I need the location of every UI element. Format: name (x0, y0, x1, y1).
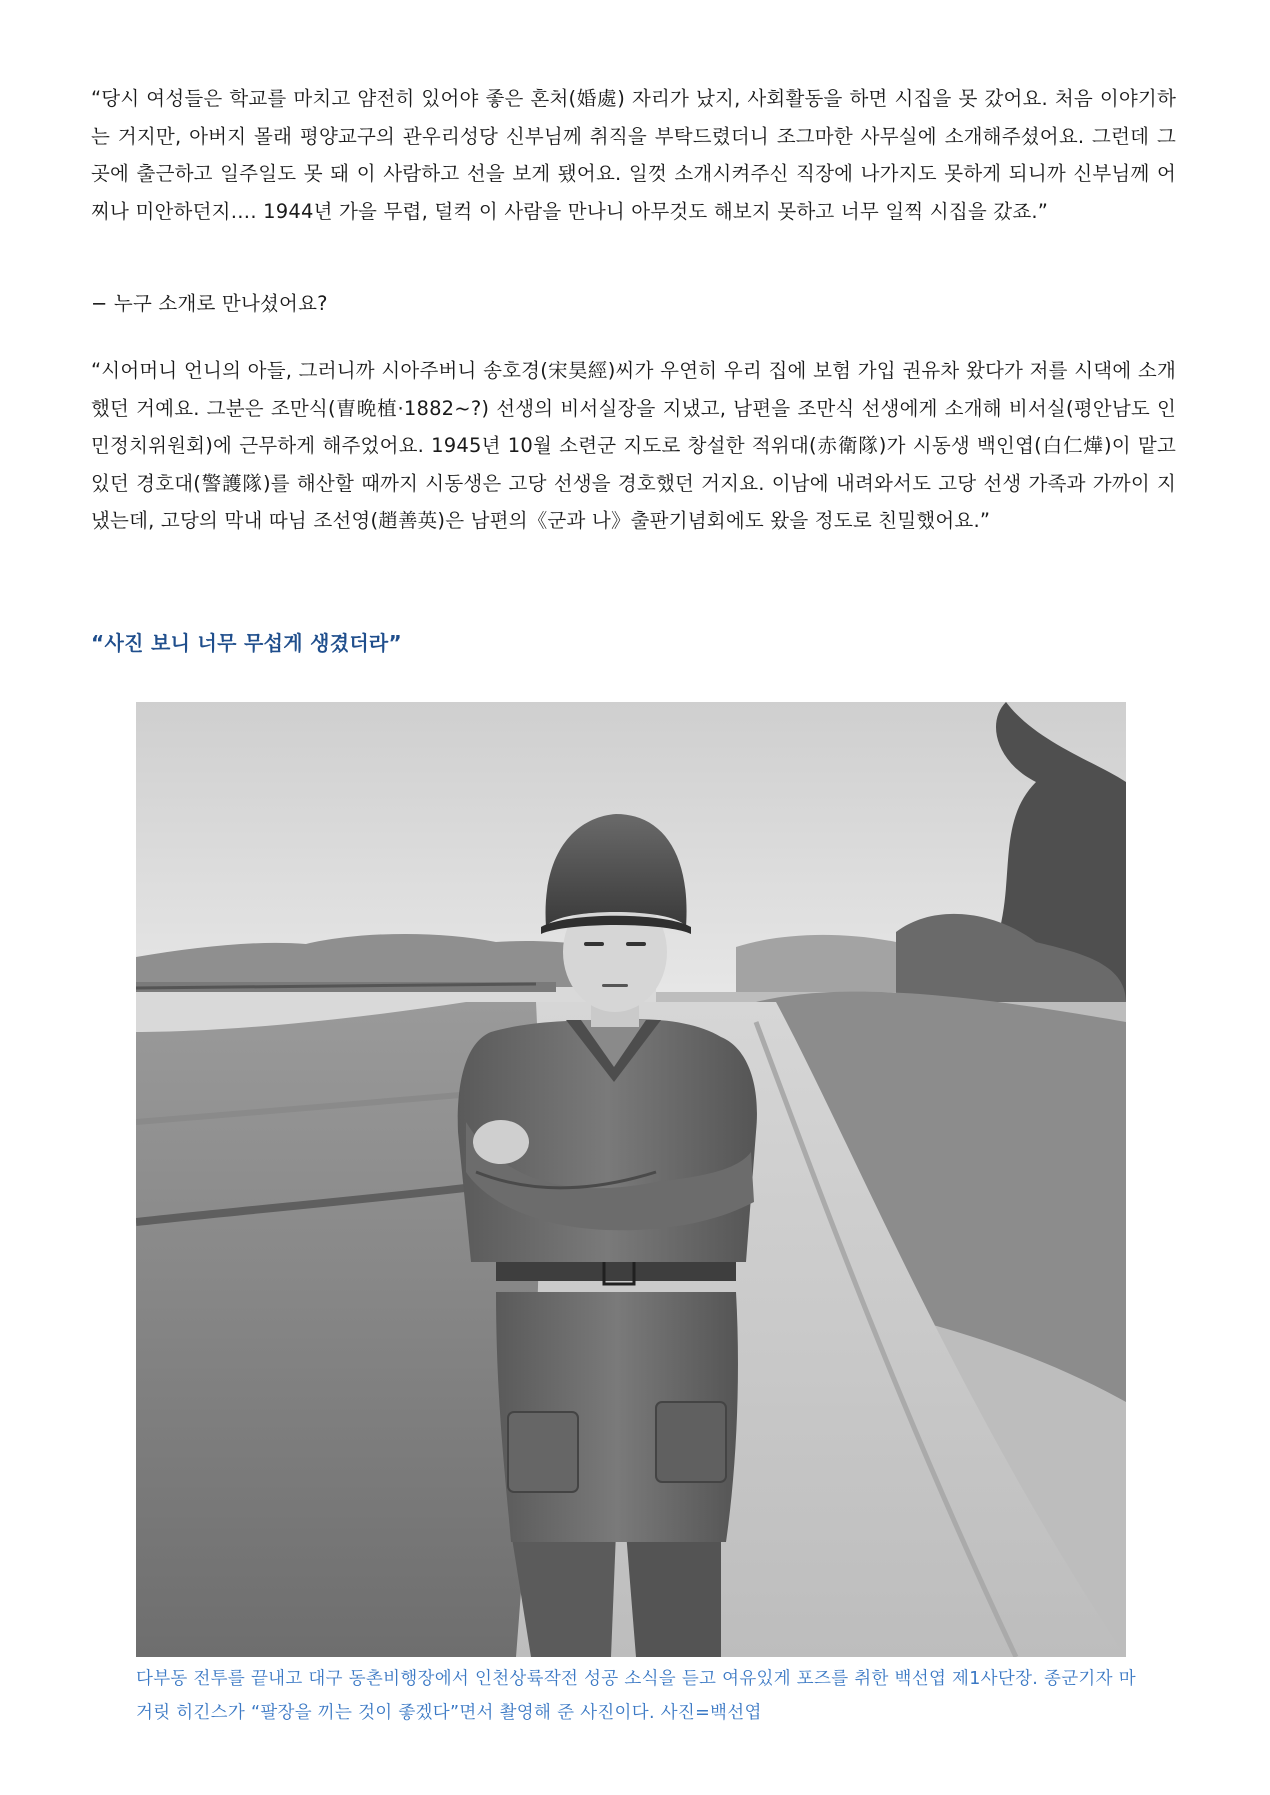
interview-answer-paragraph-2: “시어머니 언니의 아들, 그러니까 시아주버니 송호경(宋昊經)씨가 우연히 우리 집에 보험 가입 권유차 왔다가 저를 시댁에 소개했던 거예요. 그분은 조만식(曺晩植·1882~?) 선생의 비서실장을 지냈고, 남편을 조만식 선생에게 소개해 비서실(평안남도 인민정치위원회)에 근무하게 해주었어요. 1945년 10월 소련군 지도로 창설한 적위대(赤衛隊)가 시동생 백인엽(白仁燁)이 맡고 있던 경호대(警護隊)를 해산할 때까지 시동생은 고당 선생을 경호했던 거지요. 이남에 내려와서도 고당 선생 가족과 가까이 지냈는데, 고당의 막내 따님 조선영(趙善英)은 남편의《군과 나》출판기념회에도 왔을 정도로 친밀했어요.” (91, 359, 1176, 532)
section-heading: “사진 보니 너무 무섭게 생겼더라” (91, 631, 403, 655)
interview-answer-paragraph-1: “당시 여성들은 학교를 마치고 얌전히 있어야 좋은 혼처(婚處) 자리가 났지, 사회활동을 하면 시집을 못 갔어요. 처음 이야기하는 거지만, 아버지 몰래 평양교구의 관우리성당 신부님께 취직을 부탁드렸더니 조그마한 사무실에 소개해주셨어요. 그런데 그곳에 출근하고 일주일도 못 돼 이 사람하고 선을 보게 됐어요. 일껏 소개시켜주신 직장에 나가지도 못하게 되니까 신부님께 어찌나 미안하던지…. 1944년 가을 무렵, 덜컥 이 사람을 만나니 아무것도 해보지 못하고 너무 일찍 시집을 갔죠.” (91, 87, 1176, 223)
soldier-photo-illustration (136, 702, 1126, 1657)
soldier-photo (136, 702, 1126, 1657)
photo-caption: 다부동 전투를 끝내고 대구 동촌비행장에서 인천상륙작전 성공 소식을 듣고 여유있게 포즈를 취한 백선엽 제1사단장. 종군기자 마거릿 히긴스가 “팔장을 끼는 것이 좋겠다”면서 촬영해 준 사진이다. 사진=백선엽 (136, 1669, 1136, 1723)
interview-question-1: − 누구 소개로 만나셨어요? (91, 292, 328, 315)
